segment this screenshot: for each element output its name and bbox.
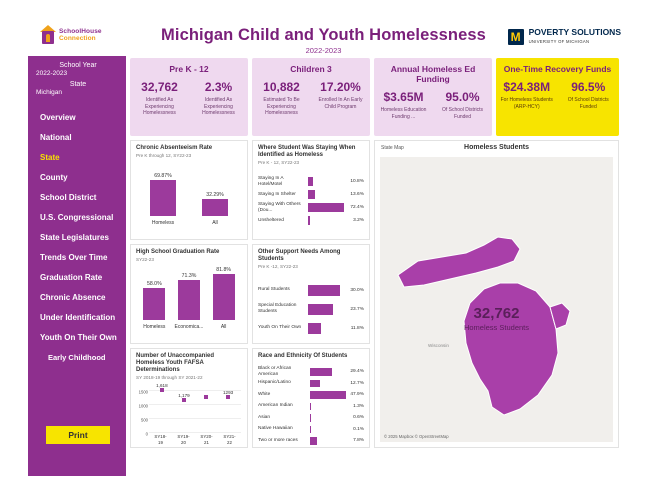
bar-row[interactable] xyxy=(258,424,364,436)
kpi-metric xyxy=(496,80,558,110)
bar-row[interactable] xyxy=(258,366,364,378)
sidebar-item-school-district[interactable]: School District xyxy=(40,193,97,202)
bar[interactable] xyxy=(308,304,333,315)
partner-name: POVERTY SOLUTIONS UNIVERSITY OF MICHIGAN xyxy=(528,27,621,44)
kpi-caption: Identified As Experiencing Homelessness xyxy=(202,97,235,116)
map-tag: State Map xyxy=(381,145,404,151)
data-points xyxy=(149,383,241,434)
bar-label: Staying In A Hotel/Motel xyxy=(258,175,284,187)
bar-value: 11.8% xyxy=(350,325,364,331)
sidebar-item-early-childhood[interactable]: Early Childhood xyxy=(48,353,106,362)
map-title: Homeless Students xyxy=(464,144,529,151)
bar-value: 12.7% xyxy=(350,380,364,386)
logo-line1: SchoolHouse xyxy=(59,27,102,35)
kpi-title: Pre K - 12 xyxy=(169,64,209,74)
plot-area xyxy=(258,366,364,447)
panel-title: Chronic Absenteeism Rate xyxy=(136,145,213,151)
plot-area xyxy=(258,281,364,337)
bar-value: 58.0% xyxy=(146,281,162,287)
chart-chronic-absenteeism xyxy=(130,140,248,240)
bar-value: 1.3% xyxy=(353,403,364,409)
map-panel xyxy=(374,140,619,448)
bar-value: 3.2% xyxy=(353,218,364,223)
page-title: Michigan Child and Youth Homelessness xyxy=(161,26,486,44)
state-label: State xyxy=(69,81,87,88)
bar[interactable] xyxy=(310,391,346,399)
axis-area xyxy=(149,383,241,434)
bar[interactable] xyxy=(202,199,228,216)
data-point[interactable] xyxy=(226,395,230,399)
bar-item[interactable] xyxy=(143,281,165,320)
bar-label: Hispanic/Latino xyxy=(258,380,291,386)
sidebar xyxy=(28,56,126,476)
bar[interactable] xyxy=(308,203,344,212)
bar-value: 7.8% xyxy=(353,438,364,444)
panel-title: Race and Ethnicity Of Students xyxy=(258,353,348,359)
bar-row[interactable] xyxy=(258,378,364,390)
bar-value: 32.29% xyxy=(206,192,224,198)
bar-row[interactable] xyxy=(258,201,364,214)
bar-row[interactable] xyxy=(258,188,364,201)
axis-label: Homeless xyxy=(143,324,166,330)
bar-value: 81.8% xyxy=(216,267,231,273)
kpi-value: 10,882 xyxy=(263,80,300,94)
panel-title: Other Support Needs Among Students xyxy=(258,249,341,262)
axis-label: Homeless xyxy=(151,220,175,226)
bar[interactable] xyxy=(178,280,200,320)
panel-subtitle: SY 2018-19 through SY 2021-22 xyxy=(136,375,203,380)
bar-value: 13.6% xyxy=(350,192,364,197)
partner-subname: UNIVERSITY OF MICHIGAN xyxy=(528,39,590,44)
chart-where-staying xyxy=(252,140,370,240)
bar[interactable] xyxy=(310,437,317,445)
bar[interactable] xyxy=(308,190,315,199)
kpi-value: 32,762 xyxy=(141,80,178,94)
chart-race-ethnicity xyxy=(252,348,370,448)
bar[interactable] xyxy=(308,285,340,296)
bar-label: White xyxy=(258,391,271,397)
bar-value: 69.87% xyxy=(154,173,172,179)
panel-title: Number of Unaccompanied Homeless Youth FAFSA Determinations xyxy=(136,353,215,373)
sidebar-nav xyxy=(28,108,126,368)
x-tick: SY20- 21 xyxy=(200,434,213,445)
bar-value: 29.4% xyxy=(350,369,364,375)
kpi-value: 95.0% xyxy=(445,90,480,104)
kpi-card-prek12 xyxy=(130,58,248,136)
data-point[interactable] xyxy=(204,395,208,399)
kpi-caption: Enrolled In An Early Child Program xyxy=(318,97,363,110)
point-label: 1,618 xyxy=(156,383,168,388)
data-point[interactable] xyxy=(160,388,164,392)
bar-row[interactable] xyxy=(258,214,364,227)
point-label: 1293 xyxy=(222,390,234,395)
bar-label: Two or more races xyxy=(258,437,298,443)
panel-subtitle: Pre K through 12, SY22-23 xyxy=(136,153,192,158)
bar-value: 0.6% xyxy=(353,415,364,421)
kpi-card-children3 xyxy=(252,58,370,136)
bar-row[interactable] xyxy=(258,299,364,319)
sidebar-item-state[interactable]: State xyxy=(40,153,60,162)
bar-item[interactable] xyxy=(178,273,200,320)
plot-area xyxy=(135,384,243,446)
page-subtitle: 2022-2023 xyxy=(305,46,342,55)
axis-label: All xyxy=(220,324,227,330)
bar-value: 47.9% xyxy=(350,392,364,398)
kpi-metric xyxy=(374,90,433,120)
chart-graduation-rate xyxy=(130,244,248,344)
panel-subtitle: SY22-23 xyxy=(136,257,154,262)
kpi-card-funding xyxy=(374,58,492,136)
bar-label: American Indian xyxy=(258,403,293,409)
map-center-callout xyxy=(380,305,613,332)
panel-subtitle: Pre K - 12, SY22-23 xyxy=(258,160,300,165)
bar-label: Youth On Their Own xyxy=(258,325,302,331)
kpi-value: 17.20% xyxy=(320,80,361,94)
logo-line2: Connection xyxy=(59,35,96,42)
kpi-caption: For Homeless Students (ARP-HCY) xyxy=(500,97,553,110)
bar-row[interactable] xyxy=(258,435,364,447)
bar-item[interactable] xyxy=(202,192,228,216)
panel-title: Where Student Was Staying When Identified as Homeless xyxy=(258,145,356,158)
y-tick: 0 xyxy=(145,431,148,437)
kpi-metric xyxy=(130,80,189,117)
y-tick: 500 xyxy=(141,417,148,423)
school-year-value[interactable]: 2022-2023 xyxy=(36,70,68,77)
kpi-caption: Estimated To Be Experiencing Homelessness xyxy=(263,97,300,116)
bar[interactable] xyxy=(310,414,311,422)
sidebar-item-us-congressional[interactable]: U.S. Congressional xyxy=(40,213,114,222)
x-tick: SY18- 19 xyxy=(154,434,167,445)
bar-label: Native Hawaiian xyxy=(258,426,293,432)
bar[interactable] xyxy=(308,177,313,186)
kpi-value: $3.65M xyxy=(383,90,424,104)
kpi-title: Annual Homeless Ed Funding xyxy=(390,64,476,84)
kpi-metric xyxy=(311,80,370,117)
point-label: 1,179 xyxy=(178,393,190,398)
bar[interactable] xyxy=(308,323,321,334)
axis-label: Economica... xyxy=(174,324,204,330)
chart-fafsa-determinations xyxy=(130,348,248,448)
sidebar-item-graduation-rate[interactable]: Graduation Rate xyxy=(40,273,103,282)
kpi-metric xyxy=(558,80,620,110)
kpi-metric xyxy=(252,80,311,117)
kpi-card-recovery-funds xyxy=(496,58,619,136)
x-tick: SY21- 22 xyxy=(223,434,236,445)
bar-row[interactable] xyxy=(258,401,364,413)
school-year-label: School Year xyxy=(59,62,97,69)
bar[interactable] xyxy=(308,216,310,225)
plot-area xyxy=(258,175,364,227)
kpi-title: Children 3 xyxy=(290,64,332,74)
kpi-caption: Of School Districts Funded xyxy=(441,107,484,120)
chart-support-needs xyxy=(252,244,370,344)
bar-label: Rural Students xyxy=(258,287,290,293)
sidebar-item-national[interactable]: National xyxy=(40,133,72,142)
map-canvas[interactable] xyxy=(380,157,613,442)
sidebar-item-chronic-absence[interactable]: Chronic Absence xyxy=(40,293,106,302)
map-region-label: Wisconsin xyxy=(428,343,449,348)
map-attribution: © 2025 Mapbox © OpenStreetMap xyxy=(384,434,449,439)
bar-label: Unsheltered xyxy=(258,217,284,223)
poverty-solutions-logo xyxy=(508,28,621,46)
panel-title: High School Graduation Rate xyxy=(136,249,220,255)
kpi-metric xyxy=(433,90,492,120)
kpi-caption: Homeless Education Funding ... xyxy=(380,107,427,120)
sidebar-item-trends-over-time[interactable]: Trends Over Time xyxy=(40,253,108,262)
print-button[interactable]: Print xyxy=(46,426,110,444)
kpi-value: 96.5% xyxy=(571,80,606,94)
bar-value: 30.0% xyxy=(350,287,364,293)
page-header xyxy=(0,0,647,56)
bar[interactable] xyxy=(150,180,176,216)
plot-area xyxy=(137,164,241,226)
sidebar-item-county[interactable]: County xyxy=(40,173,68,182)
sidebar-item-youth-on-their-own[interactable]: Youth On Their Own xyxy=(40,333,117,342)
bar[interactable] xyxy=(310,380,320,388)
bar[interactable] xyxy=(310,403,311,411)
bar[interactable] xyxy=(213,274,235,320)
kpi-value: 2.3% xyxy=(204,80,233,94)
bar-value: 10.8% xyxy=(350,179,364,184)
state-value[interactable]: Michigan xyxy=(36,89,63,96)
y-tick: 1000 xyxy=(138,403,148,409)
kpi-caption: Of School Districts Funded xyxy=(567,97,609,110)
bar-label: Special Education Students xyxy=(258,303,297,314)
panel-subtitle: Pre K -12, SY22-23 xyxy=(258,264,298,269)
map-center-value: 32,762 xyxy=(473,305,520,323)
bar-label: Asian xyxy=(258,414,270,420)
michigan-map-shape[interactable] xyxy=(380,157,613,442)
bar-label: Staying In Shelter xyxy=(258,191,296,197)
data-point[interactable] xyxy=(182,398,186,402)
bar-label: Staying With Others (Dou... xyxy=(258,201,301,213)
kpi-value: $24.38M xyxy=(503,80,551,94)
bar-row[interactable] xyxy=(258,175,364,188)
bar[interactable] xyxy=(143,288,165,320)
bar-value: 72.4% xyxy=(350,205,364,210)
plot-area xyxy=(137,268,241,330)
kpi-metric xyxy=(189,80,248,117)
bar-row[interactable] xyxy=(258,389,364,401)
bar-value: 71.3% xyxy=(181,273,197,279)
x-axis-labels xyxy=(149,434,241,446)
bar-value: 0.1% xyxy=(353,426,364,432)
sidebar-item-overview[interactable]: Overview xyxy=(40,113,76,122)
y-axis-labels xyxy=(135,386,149,437)
kpi-caption: Identified As Experiencing Homelessness xyxy=(143,97,176,116)
kpi-title: One-Time Recovery Funds xyxy=(503,64,612,74)
x-tick: SY19- 20 xyxy=(177,434,190,445)
axis-label: All xyxy=(212,220,218,226)
bar-item[interactable] xyxy=(213,267,235,320)
map-center-label: Homeless Students xyxy=(463,323,530,333)
sidebar-filters xyxy=(28,56,126,96)
bar[interactable] xyxy=(310,368,332,376)
bar-item[interactable] xyxy=(150,173,176,216)
michigan-m-icon: M xyxy=(508,29,524,45)
bar-value: 23.7% xyxy=(350,306,364,312)
bar-row[interactable] xyxy=(258,281,364,299)
bar-label: Black or African American xyxy=(258,366,292,377)
y-tick: 1500 xyxy=(138,389,148,395)
bar-row[interactable] xyxy=(258,319,364,337)
sidebar-item-state-legislatures[interactable]: State Legislatures xyxy=(40,233,109,242)
bar-row[interactable] xyxy=(258,412,364,424)
sidebar-item-under-identification[interactable]: Under Identification xyxy=(40,313,116,322)
